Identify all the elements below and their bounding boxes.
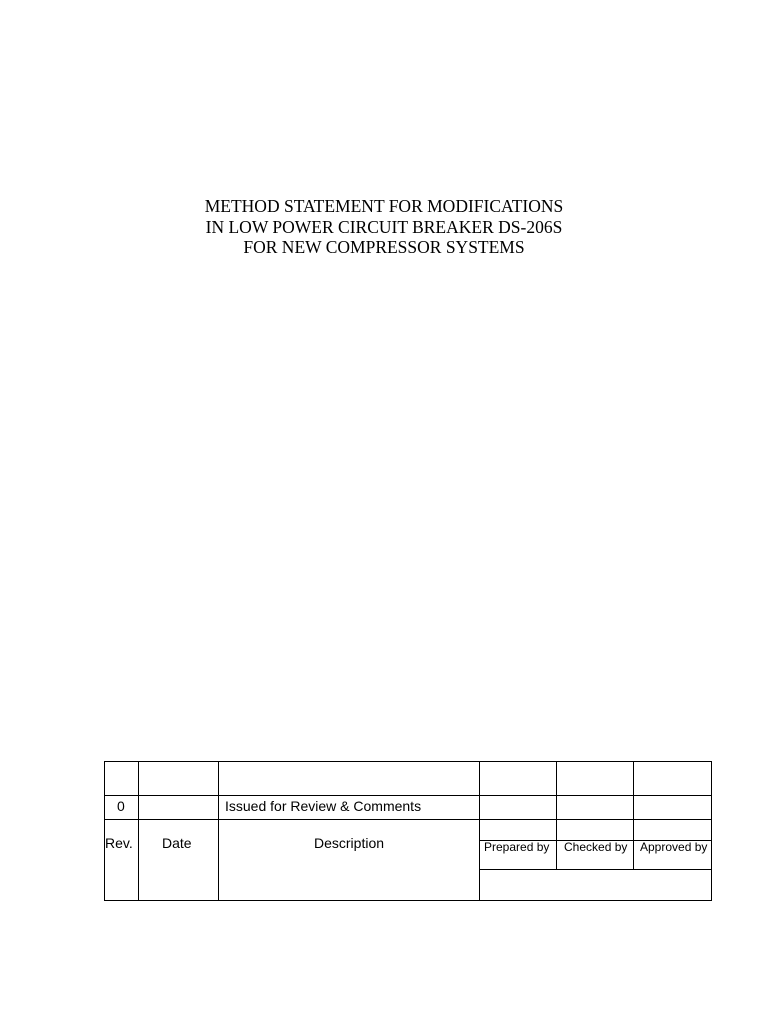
header-date: Date xyxy=(162,835,192,851)
header-approved-by: Approved by xyxy=(640,840,708,854)
header-prepared-by: Prepared by xyxy=(484,840,550,854)
title-line-3: FOR NEW COMPRESSOR SYSTEMS xyxy=(243,237,525,257)
table-outer-border xyxy=(105,762,712,901)
header-rev: Rev. xyxy=(105,835,133,851)
title-line-1: METHOD STATEMENT FOR MODIFICATIONS xyxy=(204,196,564,216)
description-value: Issued for Review & Comments xyxy=(225,798,422,814)
rev-value: 0 xyxy=(117,798,125,814)
title-line-2: IN LOW POWER CIRCUIT BREAKER DS-206S xyxy=(205,216,563,237)
header-checked-by: Checked by xyxy=(564,840,628,854)
header-description: Description xyxy=(314,835,385,851)
